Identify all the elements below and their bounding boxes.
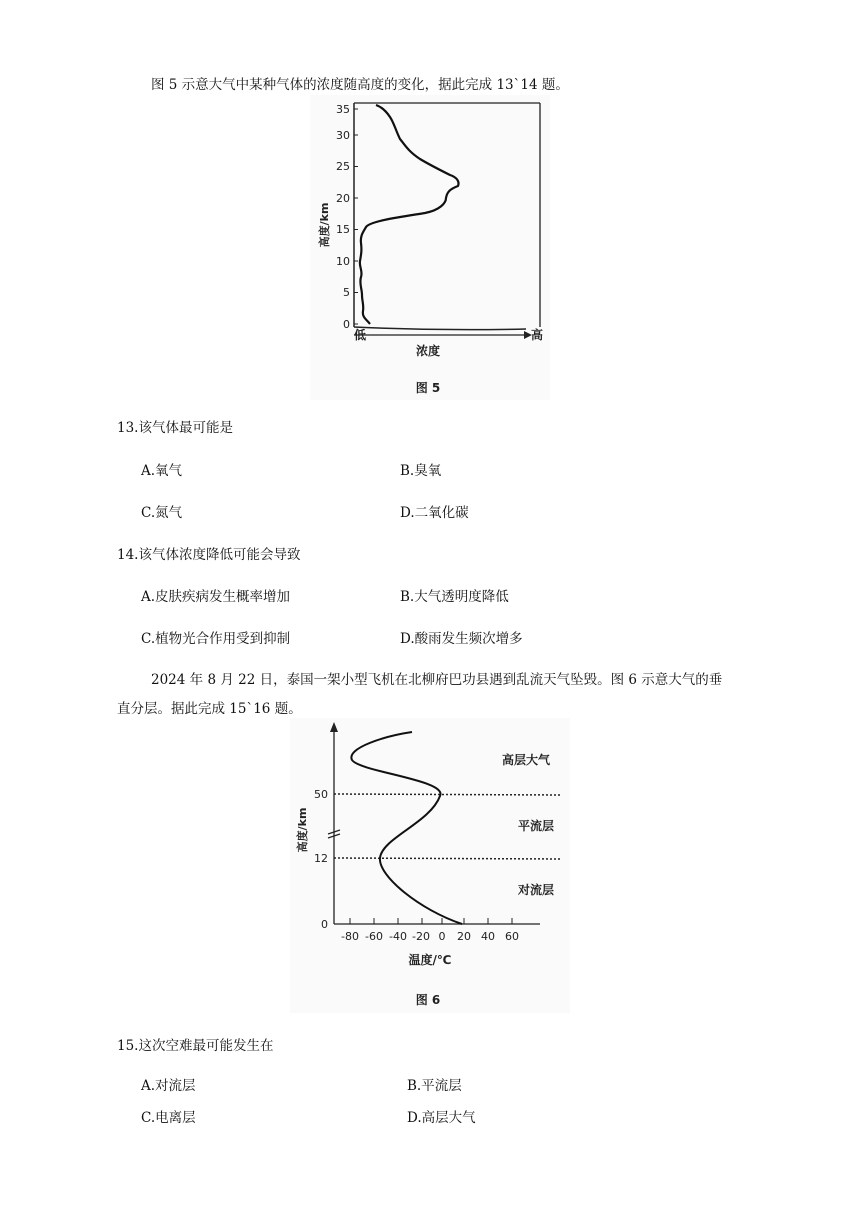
passage2-line1: 2024 年 8 月 22 日，泰国一架小型飞机在北柳府巴功县遇到乱流天气坠毁。图 6 示意大气的垂	[151, 672, 723, 688]
figure-6	[290, 718, 570, 1013]
fig5-x-label: 浓度	[415, 344, 441, 358]
q15-option-b[interactable]: B.平流层	[407, 1078, 462, 1094]
fig6-xtick-20: 20	[457, 930, 471, 943]
fig6-xtick-0: 0	[438, 930, 446, 943]
fig6-y-label: 高度/km	[296, 807, 309, 853]
fig6-xtick-40: 40	[481, 930, 495, 943]
q15-option-d[interactable]: D.高层大气	[407, 1110, 476, 1126]
fig5-ytick-25: 25	[336, 160, 350, 173]
fig6-caption: 图 6	[415, 993, 441, 1007]
q15-option-c[interactable]: C.电离层	[141, 1110, 196, 1126]
fig5-x-low: 低	[353, 328, 367, 342]
figure-5	[310, 95, 550, 400]
q13-option-b[interactable]: B.臭氧	[400, 463, 442, 479]
fig6-layer-stratosphere: 平流层	[517, 819, 555, 833]
fig6-xtick-m80: -80	[341, 930, 359, 943]
fig6-x-label: 温度/℃	[408, 953, 452, 967]
fig6-xtick-60: 60	[505, 930, 519, 943]
q14-option-c[interactable]: C.植物光合作用受到抑制	[141, 631, 291, 647]
q15-option-a[interactable]: A.对流层	[141, 1078, 196, 1094]
q14-option-a[interactable]: A.皮肤疾病发生概率增加	[141, 589, 291, 605]
q13-option-d[interactable]: D.二氧化碳	[400, 505, 469, 521]
fig5-y-label: 高度/km	[318, 202, 331, 248]
fig6-ytick-0: 0	[321, 918, 328, 931]
q15-stem: 15.这次空难最可能发生在	[117, 1038, 274, 1054]
q13-option-a[interactable]: A.氧气	[141, 463, 183, 479]
fig6-xtick-m20: -20	[412, 930, 430, 943]
fig6-ytick-50: 50	[314, 788, 328, 801]
fig5-ytick-0: 0	[343, 318, 350, 331]
q13-option-c[interactable]: C.氮气	[141, 505, 183, 521]
q13-stem: 13.该气体最可能是	[117, 420, 233, 436]
passage2-line2: 直分层。据此完成 15`16 题。	[117, 701, 302, 717]
fig6-xtick-m60: -60	[365, 930, 383, 943]
q14-option-d[interactable]: D.酸雨发生频次增多	[400, 631, 523, 647]
fig5-ytick-5: 5	[343, 286, 350, 299]
fig5-x-high: 高	[530, 328, 544, 342]
fig6-layer-troposphere: 对流层	[517, 883, 555, 897]
fig6-ytick-12: 12	[314, 852, 328, 865]
fig5-ytick-20: 20	[336, 192, 350, 205]
fig5-ytick-15: 15	[336, 223, 350, 236]
q14-stem: 14.该气体浓度降低可能会导致	[117, 547, 301, 563]
q14-option-b[interactable]: B.大气透明度降低	[400, 589, 509, 605]
fig5-ytick-10: 10	[336, 255, 350, 268]
fig6-layer-upper: 高层大气	[501, 753, 551, 767]
fig5-ytick-35: 35	[336, 103, 350, 116]
intro-text: 图 5 示意大气中某种气体的浓度随高度的变化，据此完成 13`14 题。	[151, 77, 569, 93]
fig5-ytick-30: 30	[336, 129, 350, 142]
fig6-xtick-m40: -40	[389, 930, 407, 943]
fig5-caption: 图 5	[415, 381, 441, 395]
